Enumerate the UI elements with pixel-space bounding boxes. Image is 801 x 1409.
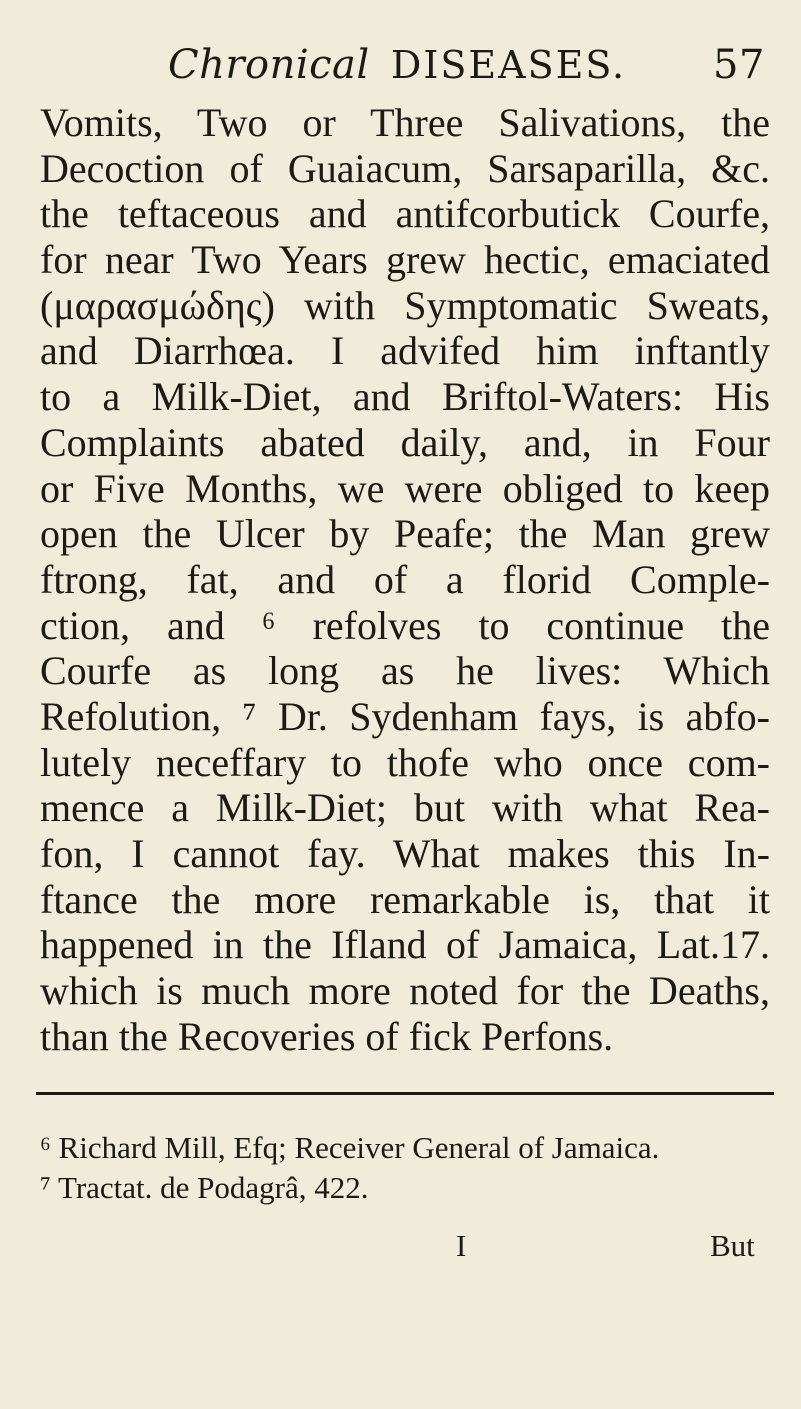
body-line: to a Milk-Diet, and Briftol-Waters: His	[40, 374, 770, 420]
body-line: which is much more noted for the Deaths,	[40, 968, 770, 1014]
body-line: happened in the Ifland of Jamaica, Lat.17.	[40, 922, 770, 968]
body-line: fon, I cannot fay. What makes this In-	[40, 831, 770, 876]
body-line: for near Two Years grew hectic, emaciated	[40, 237, 770, 283]
signature-mark: I	[456, 1228, 467, 1263]
body-line: open the Ulcer by Peafe; the Man grew	[40, 511, 770, 557]
body-line: lutely neceffary to thofe who once com-	[40, 739, 770, 785]
body-text	[40, 100, 770, 1059]
body-line: Refolution, ⁷ Dr. Sydenham fays, is abfo-	[40, 693, 770, 739]
page-number: 57	[713, 42, 765, 88]
body-line: Vomits, Two or Three Salivations, the	[40, 100, 770, 145]
body-line: (μαρασμώδης) with Symptomatic Sweats,	[40, 282, 770, 328]
body-line: or Five Months, we were obliged to keep	[40, 465, 770, 511]
running-title-italic: Chronical	[168, 42, 370, 88]
body-line: and Diarrhœa. I advifed him inftantly	[40, 328, 770, 374]
running-header	[168, 42, 765, 88]
body-line: the teftaceous and antifcorbutick Courfe,	[40, 191, 770, 237]
body-line: Complaints abated daily, and, in Four	[40, 419, 770, 465]
body-line: than the Recoveries of fick Perfons.	[40, 1013, 614, 1059]
catchword: But	[710, 1228, 755, 1263]
body-line: Courfe as long as he lives: Which	[40, 648, 770, 694]
body-line: ction, and ⁶ refolves to continue the	[40, 602, 770, 648]
body-line: mence a Milk-Diet; but with what Rea-	[40, 785, 770, 831]
page-footer	[40, 1228, 780, 1268]
body-line: ftance the more remarkable is, that it	[40, 876, 770, 922]
footnote: ⁶ Richard Mill, Efq; Receiver General of Jamaica.	[40, 1130, 660, 1165]
footnote-rule	[36, 1092, 774, 1095]
footnotes	[40, 1128, 740, 1208]
running-title-caps: DISEASES.	[390, 43, 627, 87]
body-line: ftrong, fat, and of a florid Comple-	[40, 556, 770, 602]
footnote: ⁷ Tractat. de Podagrâ, 422.	[40, 1170, 369, 1205]
body-line: Decoction of Guaiacum, Sarsaparilla, &c.	[40, 145, 770, 191]
